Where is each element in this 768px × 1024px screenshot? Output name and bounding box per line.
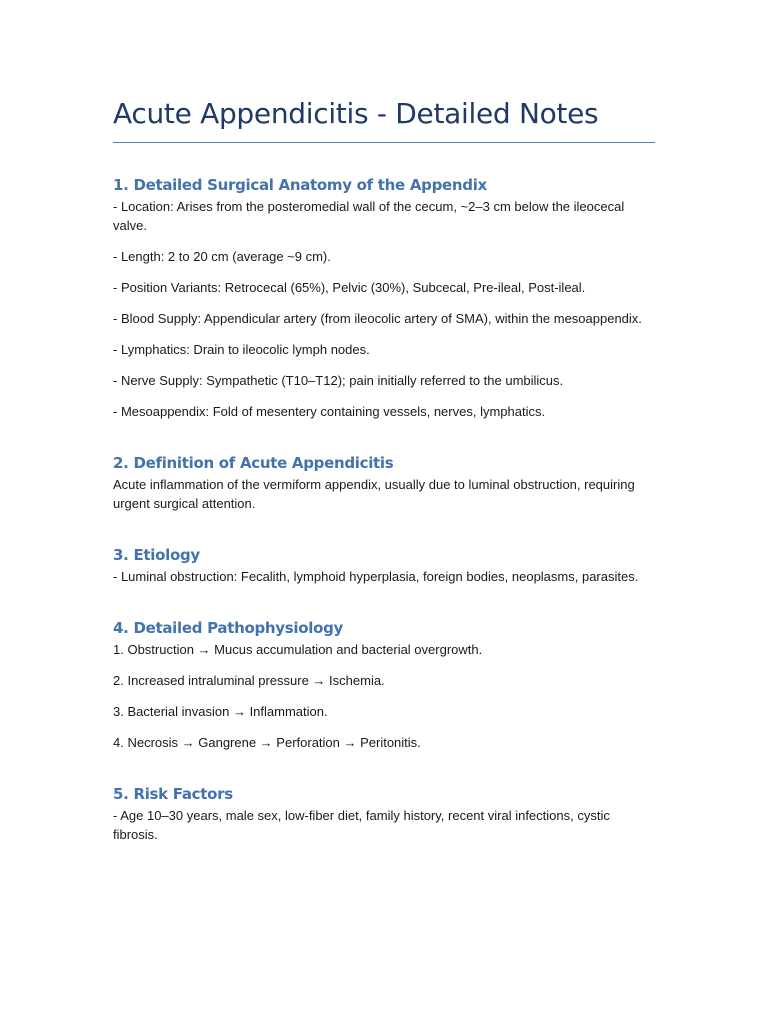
section-heading: 5. Risk Factors xyxy=(113,785,233,803)
paragraph: 1. Obstruction → Mucus accumulation and bacterial overgrowth. xyxy=(113,642,483,657)
document-title: Acute Appendicitis - Detailed Notes xyxy=(113,97,599,130)
paragraph: - Nerve Supply: Sympathetic (T10–T12); pain initially referred to the umbilicus. xyxy=(113,373,564,388)
paragraph: 4. Necrosis → Gangrene → Perforation → Peritonitis. xyxy=(113,735,421,750)
section-risk-factors xyxy=(113,784,655,844)
paragraph: - Mesoappendix: Fold of mesentery containing vessels, nerves, lymphatics. xyxy=(113,404,546,419)
paragraph: - Lymphatics: Drain to ileocolic lymph nodes. xyxy=(113,342,370,357)
section-heading: 2. Definition of Acute Appendicitis xyxy=(113,454,394,472)
paragraph: - Age 10–30 years, male sex, low-fiber diet, family history, recent viral infections, cystic fibrosis. xyxy=(113,808,610,842)
paragraph: - Blood Supply: Appendicular artery (from ileocolic artery of SMA), within the mesoappendix. xyxy=(113,311,642,326)
section-heading: 3. Etiology xyxy=(113,546,200,564)
section-etiology xyxy=(113,545,655,586)
section-heading: 4. Detailed Pathophysiology xyxy=(113,619,343,637)
paragraph: - Position Variants: Retrocecal (65%), Pelvic (30%), Subcecal, Pre-ileal, Post-ileal. xyxy=(113,280,586,295)
paragraph: 3. Bacterial invasion → Inflammation. xyxy=(113,704,328,719)
paragraph: Acute inflammation of the vermiform appendix, usually due to luminal obstruction, requiring urgent surgical attention. xyxy=(113,477,635,511)
section-anatomy xyxy=(113,175,655,421)
paragraph: - Location: Arises from the posteromedial wall of the cecum, ~2–3 cm below the ileocecal valve. xyxy=(113,199,625,233)
section-pathophysiology xyxy=(113,618,655,752)
paragraph: - Length: 2 to 20 cm (average ~9 cm). xyxy=(113,249,331,264)
section-definition xyxy=(113,453,655,513)
paragraph: 2. Increased intraluminal pressure → Ischemia. xyxy=(113,673,385,688)
paragraph: - Luminal obstruction: Fecalith, lymphoid hyperplasia, foreign bodies, neoplasms, parasites. xyxy=(113,569,639,584)
section-heading: 1. Detailed Surgical Anatomy of the Appendix xyxy=(113,176,487,194)
title-underline xyxy=(113,142,655,143)
